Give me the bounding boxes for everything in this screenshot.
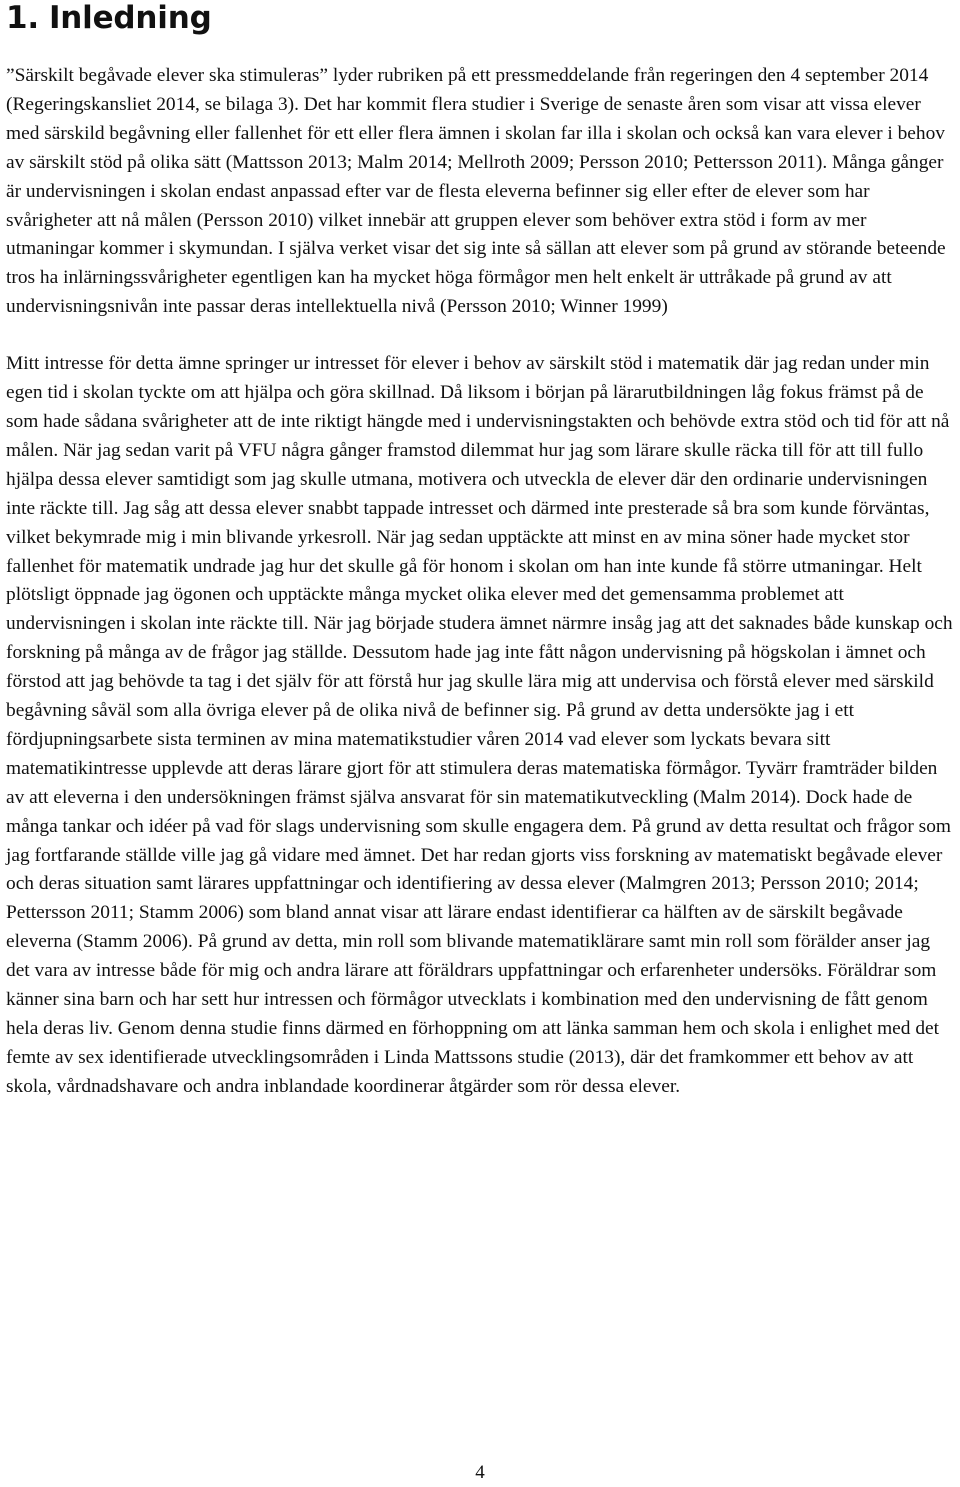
document-page bbox=[6, 0, 956, 1102]
page-number: 4 bbox=[475, 1462, 485, 1483]
body-paragraph-1: ”Särskilt begåvade elever ska stimuleras” lyder rubriken på ett pressmeddelande från regeringen den 4 september 2014 (Regeringskansliet 2014, se bilaga 3). Det har kommit flera studier i Sverige de senaste åren som visar att vissa elever med särskild begåvning eller fallenhet för ett eller flera ämnen i skolan far illa i skolan och också kan vara elever i behov av särskilt stöd på olika sätt (Mattsson 2013; Malm 2014; Mellroth 2009; Persson 2010; Pettersson 2011). Många gånger är undervisningen i skolan endast anpassad efter var de flesta eleverna befinner sig eller efter de elever som har svårigheter att nå målen (Persson 2010) vilket innebär att gruppen elever som behöver extra stöd i form av mer utmaningar kommer i skymundan. I själva verket visar det sig inte så sällan att elever som på grund av störande beteende tros ha inlärningssvårigheter egentligen kan ha mycket höga förmågor men helt enkelt är uttråkade på grund av att undervisningsnivån inte passar deras intellektuella nivå (Persson 2010; Winner 1999) bbox=[6, 65, 946, 318]
section-title: Inledning bbox=[48, 0, 212, 36]
body-paragraph-2: Mitt intresse för detta ämne springer ur intresset för elever i behov av särskilt stöd i matematik där jag redan under min egen tid i skolan tyckte om att hjälpa och göra skillnad. Då liksom i början på lärarutbildningen låg fokus främst på de som hade sådana svårigheter att de inte riktigt hängde med i undervisningstakten och behövde extra stöd och tid för att nå målen. När jag sedan varit på VFU några gånger framstod dilemmat hur jag som lärare skulle räcka till för att till fullo hjälpa dessa elever samtidigt som jag skulle utmana, motivera och utveckla de elever där den ordinarie undervisningen inte räckte till. Jag såg att dessa elever snabbt tappade intresset och därmed inte presterade så bra som kunde förväntas, vilket bekymrade mig i min blivande yrkesroll. När jag sedan upptäckte att minst en av mina söner hade mycket stor fallenhet för matematik undrade jag hur det skulle gå för honom i skolan om han inte kunde få större utmaningar. Helt plötsligt öppnade jag ögonen och upptäckte många mycket olika elever med det gemensamma problemet att undervisningen i skolan inte räckte till. När jag började studera ämnet närmre insåg jag att det saknades både kunskap och forskning på många av de frågor jag ställde. Dessutom hade jag inte fått någon undervisning på högskolan i ämnet och förstod att jag behövde ta tag i det själv för att förstå hur jag skulle lära mig att undervisa och förstå elever med särskild begåvning såväl som alla övriga elever på de olika nivå de befinner sig. På grund av detta undersökte jag i ett fördjupningsarbete sista terminen av mina matematikstudier våren 2014 vad elever som lyckats bevara sitt matematikintresse upplevde att deras lärare gjort för att stimulera deras matematiska förmågor. Tyvärr framträder bilden av att eleverna i den undersökningen främst själva ansvarat för sin matematikutveckling (Malm 2014). Dock hade de många tankar och idéer på vad för slags undervisning som skulle engagera dem. På grund av detta resultat och frågor som jag fortfarande ställde ville jag gå vidare med ämnet. Det har redan gjorts viss forskning av matematiskt begåvade elever och deras situation samt lärares uppfattningar och identifiering av dessa elever (Malmgren 2013; Persson 2010; 2014; Pettersson 2011; Stamm 2006) som bland annat visar att lärare endast identifierar ca hälften av de särskilt begåvade eleverna (Stamm 2006). På grund av detta, min roll som blivande matematiklärare samt min roll som förälder anser jag det vara av intresse både för mig och andra lärare att föräldrars uppfattningar och erfarenheter undersöks. Föräldrar som känner sina barn och har sett hur intressen och förmågor utvecklats i kombination med den undervisning de fått genom hela deras liv. Genom denna studie finns därmed en förhoppning om att länka samman hem och skola i enlighet med det femte av sex identifierade utvecklingsområden i Linda Mattssons studie (2013), där det framkommer ett behov av att skola, vårdnadshavare och andra inblandade koordinerar åtgärder som rör dessa elever. bbox=[6, 353, 953, 1097]
section-number: 1. bbox=[6, 0, 39, 36]
section-heading bbox=[6, 0, 956, 36]
